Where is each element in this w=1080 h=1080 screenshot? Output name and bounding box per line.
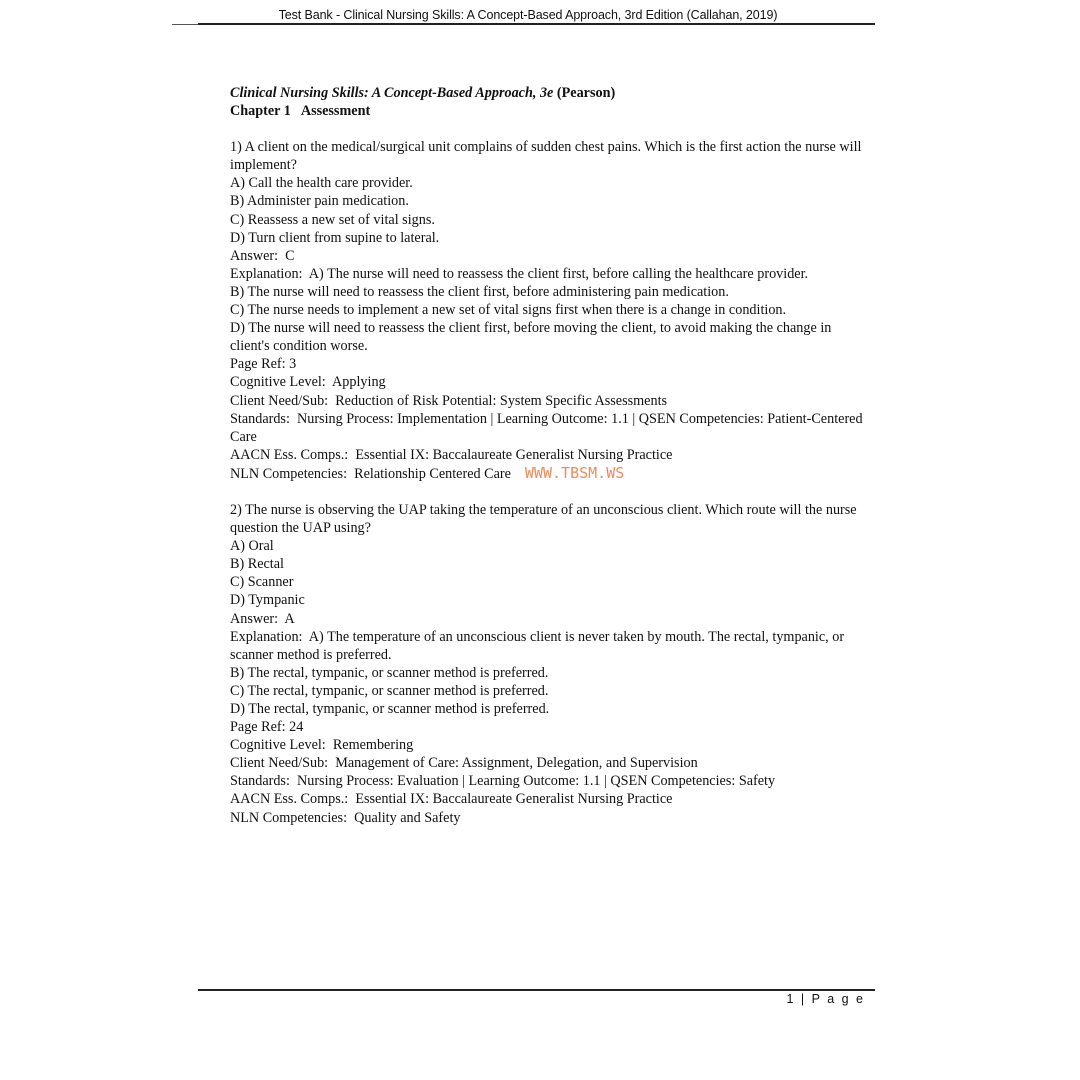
option-d: D) Tympanic: [230, 592, 305, 609]
footer-rule: [198, 989, 875, 991]
option-a: A) Oral: [230, 538, 274, 555]
document-body: [230, 84, 870, 845]
chapter-heading: [230, 102, 870, 120]
nln-row: [230, 464, 870, 483]
option-c: C) Scanner: [230, 574, 294, 591]
explanation-a: Explanation: A) The temperature of an unconscious client is never taken by mouth. The rectal, tympanic, or scanner method is preferred.: [230, 628, 848, 663]
watermark: WWW.TBSM.WS: [524, 463, 625, 482]
answer: Answer: C: [230, 247, 295, 264]
cognitive-level: Cognitive Level: Applying: [230, 374, 386, 391]
nln-competencies: NLN Competencies: Relationship Centered Care: [230, 465, 511, 482]
book-title-italic: Clinical Nursing Skills: A Concept-Based Approach, 3e: [230, 85, 554, 101]
option-c: C) Reassess a new set of vital signs.: [230, 211, 435, 228]
option-b: B) Rectal: [230, 556, 284, 573]
option-a: A) Call the health care provider.: [230, 175, 413, 192]
nln-competencies: NLN Competencies: Quality and Safety: [230, 809, 461, 826]
page-number: 1 | P a g e: [786, 992, 865, 1006]
aacn-competencies: AACN Ess. Comps.: Essential IX: Baccalaureate Generalist Nursing Practice: [230, 791, 673, 808]
explanation-a: Explanation: A) The nurse will need to reassess the client first, before calling the healthcare provider.: [230, 265, 809, 282]
explanation-d: D) The rectal, tympanic, or scanner method is preferred.: [230, 701, 550, 717]
option-d: D) Turn client from supine to lateral.: [230, 229, 440, 246]
client-need: Client Need/Sub: Reduction of Risk Potential: System Specific Assessments: [230, 392, 668, 409]
client-need: Client Need/Sub: Management of Care: Assignment, Delegation, and Supervision: [230, 755, 698, 772]
question-stem: 1) A client on the medical/surgical unit complains of sudden chest pains. Which is the first action the nurse will implement?: [230, 139, 866, 174]
standards: Standards: Nursing Process: Implementation | Learning Outcome: 1.1 | QSEN Competencies: Patient-Centered Care: [230, 410, 867, 445]
question-1: [230, 138, 870, 483]
explanation-c: C) The nurse needs to implement a new set of vital signs first when there is a change in condition.: [230, 302, 787, 319]
answer: Answer: A: [230, 610, 295, 627]
explanation-b: B) The nurse will need to reassess the client first, before administering pain medication.: [230, 283, 729, 300]
chapter-name: Assessment: [300, 103, 371, 120]
standards: Standards: Nursing Process: Evaluation | Learning Outcome: 1.1 | QSEN Competencies: Safety: [230, 773, 776, 790]
publisher: (Pearson): [553, 85, 616, 101]
cognitive-level: Cognitive Level: Remembering: [230, 737, 414, 754]
header-rule: [198, 23, 875, 25]
question-2: [230, 501, 870, 827]
page-ref: Page Ref: 3: [230, 356, 297, 373]
running-header: Test Bank - Clinical Nursing Skills: A Concept-Based Approach, 3rd Edition (Callahan, 2019): [278, 8, 778, 22]
explanation-c: C) The rectal, tympanic, or scanner method is preferred.: [230, 682, 549, 699]
page-ref: Page Ref: 24: [230, 719, 304, 736]
aacn-competencies: AACN Ess. Comps.: Essential IX: Baccalaureate Generalist Nursing Practice: [230, 446, 673, 463]
option-b: B) Administer pain medication.: [230, 193, 409, 210]
explanation-b: B) The rectal, tympanic, or scanner method is preferred.: [230, 664, 549, 681]
book-title: [230, 84, 870, 102]
explanation-d: D) The nurse will need to reassess the client first, before moving the client, to avoid making the change in client's condition worse.: [230, 320, 835, 355]
chapter-number: Chapter 1: [230, 103, 291, 120]
question-stem: 2) The nurse is observing the UAP taking the temperature of an unconscious client. Which route will the nurse question the UAP using?: [230, 501, 861, 537]
header-rule-left: [172, 24, 198, 25]
